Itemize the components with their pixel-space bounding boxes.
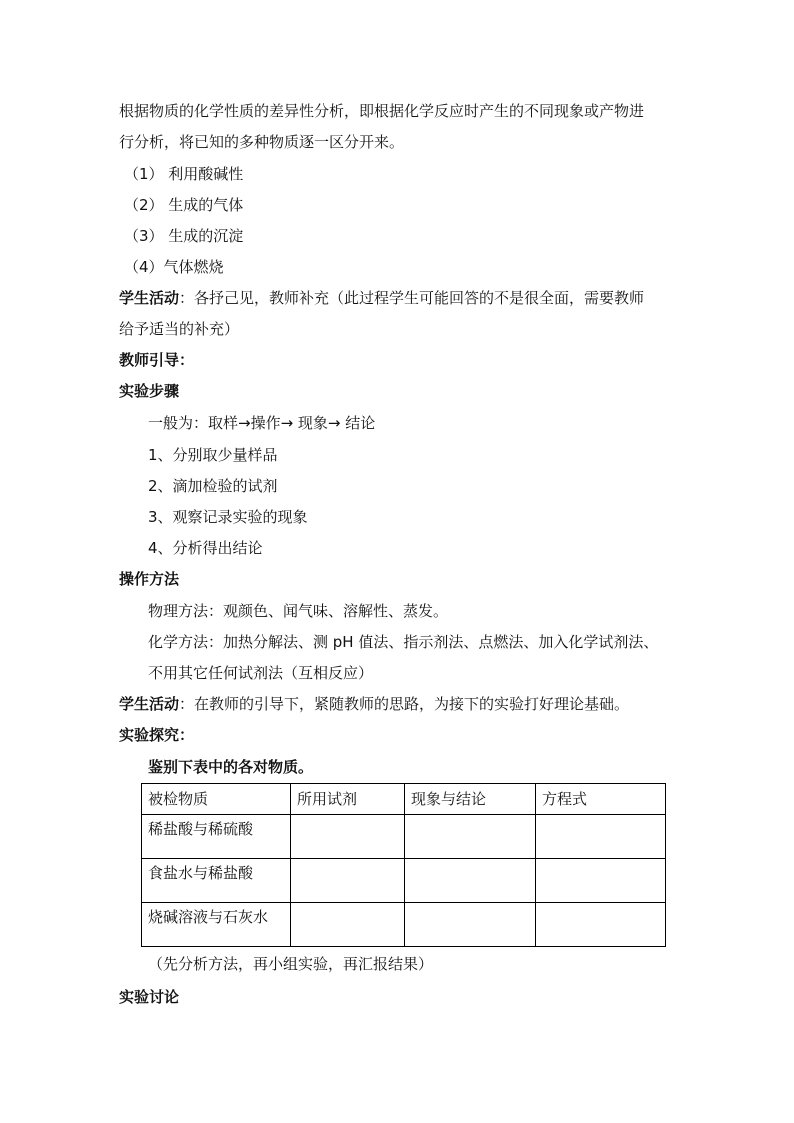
step-item-2: 2、滴加检验的试剂 — [148, 477, 278, 495]
chemical-method-line-2: 不用其它任何试剂法（互相反应） — [148, 664, 374, 682]
table-header-cell: 所用试剂 — [291, 784, 405, 815]
table-cell — [291, 859, 405, 903]
table-row — [142, 815, 666, 859]
chemical-method-line-1: 化学方法：加热分解法、测 pH 值法、指示剂法、点燃法、加入化学试剂法、 — [148, 633, 659, 651]
table-cell — [536, 903, 666, 947]
table-header-cell: 现象与结论 — [405, 784, 536, 815]
teacher-guide-heading: 教师引导： — [119, 351, 195, 369]
method-item-4: （4）气体燃烧 — [124, 258, 224, 276]
intro-line-1: 根据物质的化学性质的差异性分析，即根据化学反应时产生的不同现象或产物进 — [119, 102, 645, 120]
table-row — [142, 903, 666, 947]
student-activity-1-text-1: ：各抒己见，教师补充（此过程学生可能回答的不是很全面，需要教师 — [179, 289, 645, 307]
discussion-heading: 实验讨论 — [119, 988, 180, 1006]
step-item-4: 4、分析得出结论 — [148, 539, 263, 557]
table-cell — [536, 815, 666, 859]
method-item-3: （3） 生成的沉淀 — [124, 227, 244, 245]
table-header-cell: 方程式 — [536, 784, 666, 815]
table-cell — [405, 815, 536, 859]
student-activity-2-label: 学生活动 — [119, 695, 180, 713]
experiment-table — [141, 783, 666, 947]
table-caption: 鉴别下表中的各对物质。 — [148, 758, 314, 776]
table-header-cell: 被检物质 — [142, 784, 291, 815]
explore-heading: 实验探究： — [119, 726, 195, 744]
table-cell — [291, 815, 405, 859]
student-activity-1-label: 学生活动 — [119, 289, 180, 307]
table-cell: 食盐水与稀盐酸 — [142, 859, 291, 903]
method-item-1: （1） 利用酸碱性 — [124, 165, 244, 183]
table-header-row — [142, 784, 666, 815]
step-item-3: 3、观察记录实验的现象 — [148, 508, 308, 526]
student-activity-1-line-2: 给予适当的补充） — [119, 320, 240, 338]
table-cell: 烧碱溶液与石灰水 — [142, 903, 291, 947]
table-note: （先分析方法，再小组实验，再汇报结果） — [148, 955, 434, 973]
table-cell — [291, 903, 405, 947]
steps-general: 一般为：取样→操作→ 现象→ 结论 — [148, 414, 376, 432]
operation-heading: 操作方法 — [119, 570, 180, 588]
intro-line-2: 行分析，将已知的多种物质逐一区分开来。 — [119, 133, 405, 151]
step-item-1: 1、分别取少量样品 — [148, 446, 278, 464]
student-activity-1-line-1 — [119, 288, 644, 308]
steps-heading: 实验步骤 — [119, 382, 180, 400]
student-activity-2-text: ：在教师的引导下，紧随教师的思路，为接下的实验打好理论基础。 — [179, 695, 630, 713]
table-cell: 稀盐酸与稀硫酸 — [142, 815, 291, 859]
method-item-2: （2） 生成的气体 — [124, 196, 244, 214]
table-cell — [405, 903, 536, 947]
table-cell — [405, 859, 536, 903]
table-cell — [536, 859, 666, 903]
physical-method: 物理方法：观颜色、闻气味、溶解性、蒸发。 — [148, 602, 449, 620]
table-row — [142, 859, 666, 903]
student-activity-2 — [119, 694, 629, 714]
